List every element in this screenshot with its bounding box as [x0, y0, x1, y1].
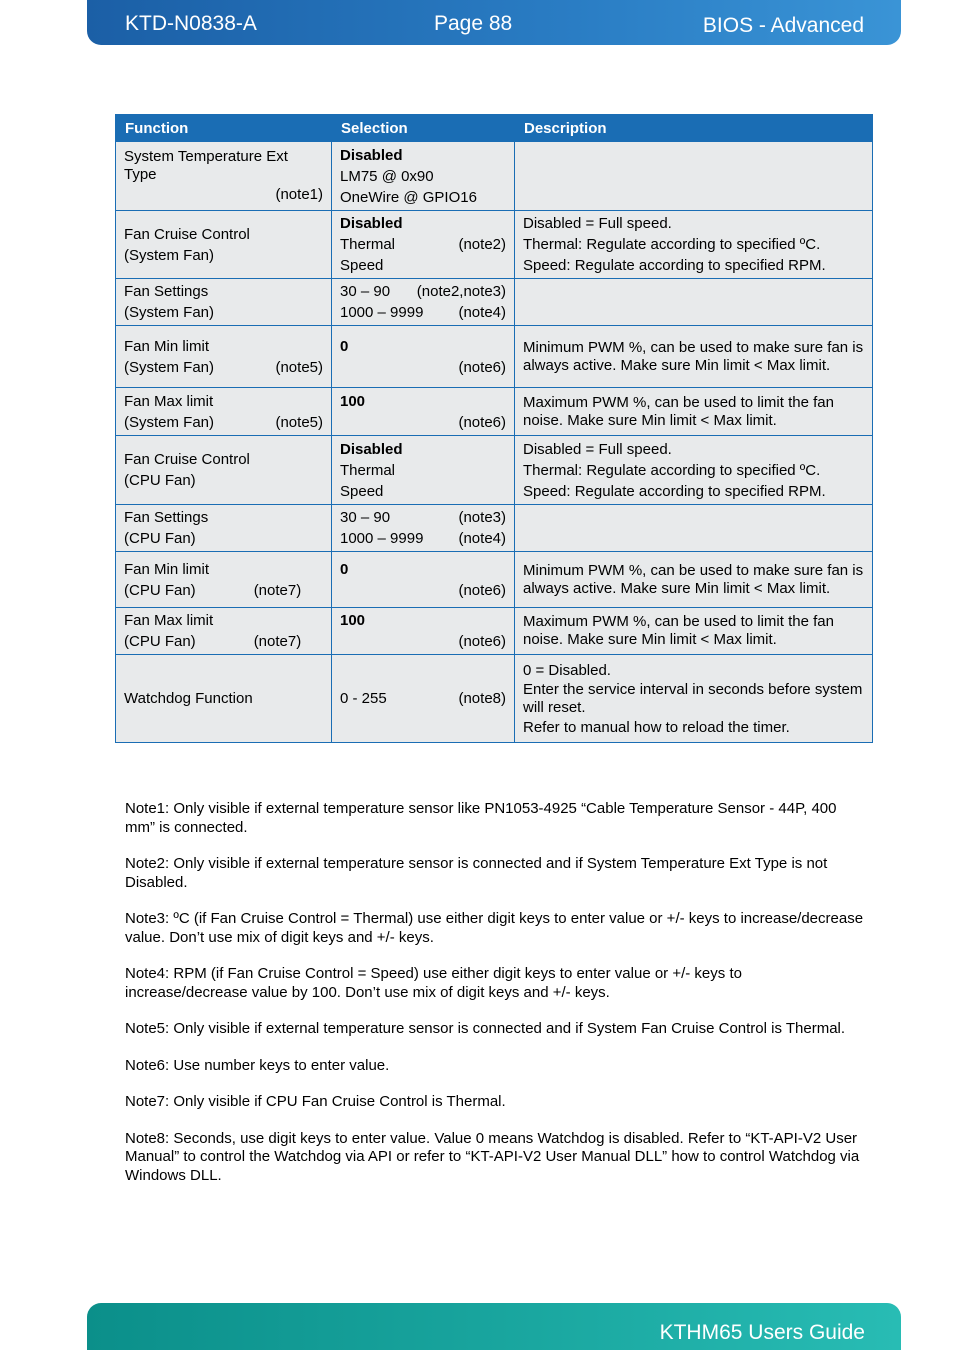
- selection-option: Thermal: [340, 461, 396, 479]
- selection-note: (note6): [458, 358, 506, 376]
- description-line: Thermal: Regulate according to specified ºC.: [523, 461, 821, 479]
- document-id: KTD-N0838-A: [125, 12, 257, 35]
- table-row: [116, 655, 873, 743]
- function-line: [124, 631, 323, 652]
- function-label: Fan Settings: [124, 283, 209, 300]
- column-header-description: Description: [515, 115, 873, 142]
- selection-note: (note6): [458, 581, 506, 599]
- table-row: [116, 388, 873, 436]
- table-row: [116, 505, 873, 552]
- function-label: Fan Max limit: [124, 612, 214, 629]
- selection-cell: [332, 436, 515, 505]
- note-7: Note7: Only visible if CPU Fan Cruise Control is Thermal.: [125, 1093, 506, 1110]
- note-8: Note8: Seconds, use digit keys to enter value. Value 0 means Watchdog is disabled. Refer to “KT-API-V2 User Manual” to control the Watchdog via API or refer to “KT-API-V2 User Manual DLL” how to control Watchdog via Windows DLL.: [125, 1129, 860, 1184]
- function-note: (note7): [253, 633, 302, 650]
- description-line: Speed: Regulate according to specified RPM.: [523, 257, 826, 274]
- selection-option: Thermal: [340, 236, 396, 253]
- description-line: Thermal: Regulate according to specified ºC.: [523, 236, 821, 253]
- selection-option: 1000 – 9999: [340, 530, 424, 547]
- table-row: [116, 142, 873, 211]
- selection-line: [340, 302, 506, 323]
- selection-line: [340, 281, 506, 302]
- note-1: Note1: Only visible if external temperature sensor like PN1053-4925 “Cable Temperature Sensor - 44P, 400 mm” is connected.: [125, 800, 837, 836]
- selection-note: (note2): [458, 236, 506, 253]
- function-cell: [116, 436, 332, 505]
- selection-default: Disabled: [340, 146, 403, 164]
- selection-cell: [332, 142, 515, 211]
- description-cell: Minimum PWM %, can be used to make sure fan is always active. Make sure Min limit < Max limit.: [515, 326, 873, 388]
- selection-option: Speed: [340, 482, 384, 500]
- note-2: Note2: Only visible if external temperature sensor is connected and if System Temperature Ext Type is not Disabled.: [125, 855, 828, 891]
- description-cell: Minimum PWM %, can be used to make sure fan is always active. Make sure Min limit < Max limit.: [515, 552, 873, 608]
- selection-option: 0 - 255: [340, 690, 387, 707]
- column-header-selection: Selection: [332, 115, 515, 142]
- note-4: Note4: RPM (if Fan Cruise Control = Speed) use either digit keys to enter value or +/- keys to increase/decrease value by 100. Don’t use mix of digit keys and +/- keys.: [125, 965, 742, 1001]
- function-label: Fan Settings: [124, 509, 209, 526]
- column-header-function: Function: [116, 115, 332, 142]
- selection-option: Speed: [340, 257, 384, 274]
- function-label: Fan Max limit: [124, 392, 214, 410]
- description-line: 0 = Disabled.: [523, 661, 611, 679]
- function-sub: (CPU Fan): [124, 530, 196, 547]
- section-title: BIOS - Advanced: [702, 14, 864, 37]
- selection-default: 0: [340, 560, 349, 578]
- selection-note: (note2,note3): [416, 283, 506, 300]
- function-note: (note5): [275, 413, 323, 431]
- function-line: [124, 357, 323, 378]
- function-sub: (System Fan): [124, 413, 215, 431]
- note-3: Note3: ºC (if Fan Cruise Control = Thermal) use either digit keys to enter value or +/- keys to increase/decrease value. Don’t use mix of digit keys and +/- keys.: [125, 910, 864, 946]
- selection-note: (note6): [458, 633, 506, 650]
- description-cell: [515, 505, 873, 552]
- function-cell: [116, 388, 332, 436]
- selection-default: Disabled: [340, 215, 403, 232]
- description-line: Speed: Regulate according to specified RPM.: [523, 482, 826, 500]
- function-cell: [116, 142, 332, 211]
- function-cell: [116, 608, 332, 655]
- page-header: [87, 0, 901, 45]
- table-row: [116, 279, 873, 326]
- description-cell: [515, 436, 873, 505]
- description-line: Refer to manual how to reload the timer.: [523, 718, 790, 736]
- selection-cell: [332, 655, 515, 743]
- selection-line: [340, 528, 506, 549]
- function-sub: (System Fan): [124, 246, 215, 264]
- function-cell: [116, 279, 332, 326]
- function-label: Fan Min limit: [124, 560, 210, 578]
- selection-option: 30 – 90: [340, 509, 391, 526]
- selection-note: (note4): [458, 530, 506, 547]
- selection-default: 100: [340, 392, 366, 410]
- selection-cell: [332, 552, 515, 608]
- function-line: [124, 580, 323, 601]
- function-note: (note5): [275, 358, 323, 376]
- description-line: Enter the service interval in seconds before system will reset.: [523, 680, 863, 716]
- selection-note: (note3): [458, 509, 506, 526]
- selection-default: Disabled: [340, 440, 403, 458]
- selection-cell: [332, 211, 515, 279]
- table-row: [116, 211, 873, 279]
- function-label: Fan Cruise Control: [124, 225, 250, 243]
- page-footer: [87, 1303, 901, 1350]
- bios-settings-table: [115, 114, 873, 743]
- function-cell: [116, 211, 332, 279]
- function-cell: [116, 505, 332, 552]
- selection-line: [340, 507, 506, 528]
- selection-cell: [332, 505, 515, 552]
- selection-cell: [332, 326, 515, 388]
- function-note: (note1): [275, 185, 323, 203]
- table-row: [116, 436, 873, 505]
- description-line: Disabled = Full speed.: [523, 440, 672, 458]
- selection-cell: [332, 388, 515, 436]
- selection-default: 0: [340, 337, 349, 355]
- function-label: System Temperature Ext Type: [124, 147, 288, 183]
- table-header-row: [116, 115, 873, 142]
- function-label: Fan Cruise Control: [124, 451, 250, 468]
- description-cell: [515, 655, 873, 743]
- description-cell: [515, 142, 873, 211]
- function-cell: [116, 326, 332, 388]
- selection-cell: [332, 608, 515, 655]
- selection-option: 1000 – 9999: [340, 304, 424, 321]
- selection-cell: [332, 279, 515, 326]
- function-label: Watchdog Function: [124, 690, 253, 707]
- selection-option: LM75 @ 0x90: [340, 167, 434, 185]
- function-sub: (CPU Fan): [124, 472, 196, 489]
- description-cell: Maximum PWM %, can be used to limit the fan noise. Make sure Min limit < Max limit.: [515, 608, 873, 655]
- selection-note: (note4): [458, 304, 506, 321]
- description-cell: Maximum PWM %, can be used to limit the fan noise. Make sure Min limit < Max limit.: [515, 388, 873, 436]
- description-cell: [515, 211, 873, 279]
- description-line: Disabled = Full speed.: [523, 215, 672, 232]
- selection-line: [340, 688, 506, 709]
- note-6: Note6: Use number keys to enter value.: [125, 1056, 390, 1074]
- selection-note: (note6): [458, 413, 506, 431]
- notes-section: [125, 800, 865, 1203]
- function-line: [124, 412, 323, 433]
- function-sub: (System Fan): [124, 358, 215, 376]
- selection-option: OneWire @ GPIO16: [340, 188, 477, 206]
- function-cell: [116, 552, 332, 608]
- table-row: [116, 608, 873, 655]
- selection-line: [340, 234, 506, 255]
- selection-option: 30 – 90: [340, 283, 391, 300]
- function-label: Fan Min limit: [124, 337, 210, 355]
- function-sub: (CPU Fan): [124, 633, 196, 650]
- description-cell: [515, 279, 873, 326]
- function-note: (note7): [253, 581, 302, 599]
- page-number: Page 88: [434, 12, 513, 35]
- selection-default: 100: [340, 612, 366, 629]
- selection-note: (note8): [458, 690, 506, 707]
- function-cell: [116, 655, 332, 743]
- function-sub: (System Fan): [124, 304, 215, 321]
- table-row: [116, 326, 873, 388]
- table-row: [116, 552, 873, 608]
- function-sub: (CPU Fan): [124, 581, 196, 599]
- guide-title: KTHM65 Users Guide: [659, 1321, 865, 1344]
- note-5: Note5: Only visible if external temperature sensor is connected and if System Fan Cruise Control is Thermal.: [125, 1020, 846, 1037]
